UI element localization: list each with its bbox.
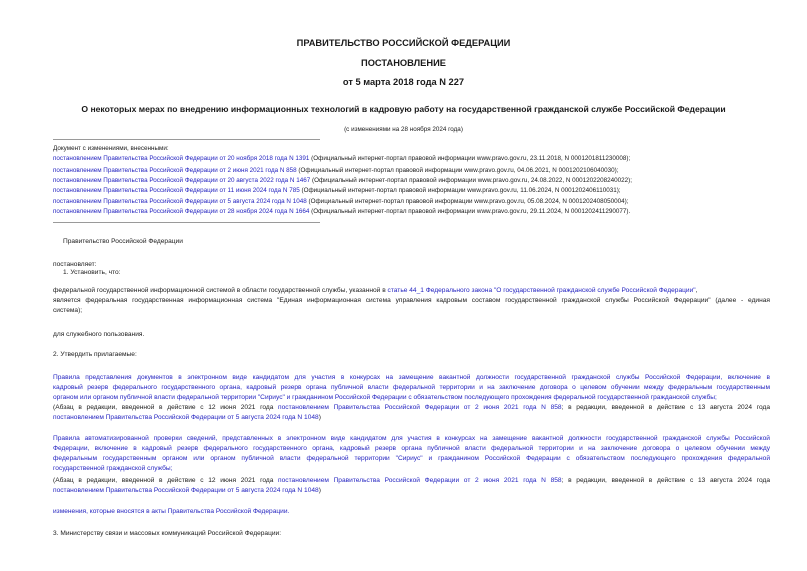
amendment-link[interactable]: постановлением Правительства Российской Федерации от 2 июня 2021 года N 858 [278, 477, 562, 484]
change-link[interactable]: постановлением Правительства Российской Федерации от 5 августа 2024 года N 1048 [53, 198, 307, 205]
item-3: 3. Министерству связи и массовых коммуникаций Российской Федерации: [53, 530, 282, 537]
note-2-line-1: (Абзац в редакции, введенной в действие с 12 июня 2021 года постановлением Правительства Российской Федерации от 2 июня 2021 года N 858; в редакции, введенной в действие с 13 августа 2024 года [53, 477, 770, 484]
amendments-link[interactable]: изменения, которые вносятся в акты Правительства Российской Федерации. [53, 508, 290, 515]
changes-top-divider [53, 139, 320, 140]
amendment-link[interactable]: постановлением Правительства Российской Федерации от 5 августа 2024 года N 1048 [53, 487, 319, 494]
note-1-line-2: постановлением Правительства Российской Федерации от 5 августа 2024 года N 1048) [53, 414, 321, 421]
document-title: О некоторых мерах по внедрению информационных технологий в кадровую работу на государственной гражданской службе Российской Федерации [81, 104, 726, 114]
change-link[interactable]: постановлением Правительства Российской Федерации от 20 августа 2022 года N 1467 [53, 177, 311, 184]
change-link[interactable]: постановлением Правительства Российской Федерации от 11 июня 2024 года N 785 [53, 187, 300, 194]
change-link[interactable]: постановлением Правительства Российской Федерации от 28 ноября 2024 года N 1664 [53, 208, 310, 215]
note-2-line-2: постановлением Правительства Российской Федерации от 5 августа 2024 года N 1048) [53, 487, 321, 494]
rules-2-link-line-3[interactable]: федеральным государственным органом или органом публичной власти федеральной территории "Сириус" и гражданином Российской Федерации с обязательством последующего прохождения федеральной [53, 455, 770, 462]
change-item: постановлением Правительства Российской Федерации от 20 ноября 2018 года N 1391 (Официальный интернет-портал правовой информации www.pravo.gov.ru, 23.11.2018, N 0001201811230008); [53, 155, 631, 162]
change-item: постановлением Правительства Российской Федерации от 20 августа 2022 года N 1467 (Официальный интернет-портал правовой информации www.pravo.gov.ru, 24.08.2022, N 0001202208240022); [53, 177, 633, 184]
fgis-line-2: является федеральная государственная информационная система "Единая информационная система управления кадровым составом государственной гражданской службы Российской Федерации" (далее - единая [53, 297, 770, 304]
rules-2-link-line-1[interactable]: Правила автоматизированной проверки сведений, представленных в электронном виде кандидатом для участия в конкурсах на замещение вакантной должности государственной гражданской службы Российской [53, 435, 770, 442]
official-use: для служебного пользования. [53, 331, 145, 338]
change-item: постановлением Правительства Российской Федерации от 2 июня 2021 года N 858 (Официальный интернет-портал правовой информации www.pravo.gov.ru, 04.06.2021, N 0001202106040030); [53, 167, 619, 174]
change-item: постановлением Правительства Российской Федерации от 28 ноября 2024 года N 1664 (Официальный интернет-портал правовой информации www.pravo.gov.ru, 29.11.2024, N 0001202411290077). [53, 208, 631, 215]
amendment-link[interactable]: постановлением Правительства Российской Федерации от 5 августа 2024 года N 1048 [53, 414, 319, 421]
government-intro: Правительство Российской Федерации [63, 238, 183, 245]
changes-intro: Документ с изменениями, внесенными: [53, 145, 169, 152]
revision-note: (с изменениями на 28 ноября 2024 года) [344, 126, 463, 133]
change-link[interactable]: постановлением Правительства Российской Федерации от 20 ноября 2018 года N 1391 [53, 155, 310, 162]
changes-bottom-divider [53, 222, 320, 223]
document-type: ПОСТАНОВЛЕНИЕ [361, 58, 446, 68]
change-item: постановлением Правительства Российской Федерации от 5 августа 2024 года N 1048 (Официальный интернет-портал правовой информации www.pravo.gov.ru, 05.08.2024, N 0001202408050004); [53, 198, 629, 205]
document-date-number: от 5 марта 2018 года N 227 [342, 77, 465, 87]
item-1: 1. Установить, что: [63, 269, 121, 276]
item-2: 2. Утвердить прилагаемые: [53, 351, 137, 358]
fgis-line-3: система); [53, 307, 83, 314]
fgis-line-1: федеральной государственной информационной системой в области государственной службы, указанной в статье 44_1 Федерального закона "О государственной гражданской службе Российской Федерации", [53, 287, 698, 294]
rules-1-line-3: органом или органом публичной власти федеральной территории "Сириус" и гражданином Российской Федерации с обязательством последующего прохождения федеральной государственной гражданской службы; [53, 394, 717, 401]
rules-1-link-line-1[interactable]: Правила представления документов в электронном виде кандидатом для участия в конкурсах на замещение вакантной должности государственной гражданской службы Российской Федерации, включение в [53, 374, 770, 381]
decree-word: постановляет: [53, 261, 97, 268]
note-1-line-1: (Абзац в редакции, введенной в действие с 12 июня 2021 года постановлением Правительства Российской Федерации от 2 июня 2021 года N 858; в редакции, введенной в действие с 13 августа 2024 года [53, 404, 770, 411]
change-item: постановлением Правительства Российской Федерации от 11 июня 2024 года N 785 (Официальный интернет-портал правовой информации www.pravo.gov.ru, 11.06.2024, N 0001202406110031); [53, 187, 621, 194]
change-link[interactable]: постановлением Правительства Российской Федерации от 2 июня 2021 года N 858 [53, 167, 297, 174]
federal-law-link[interactable]: статье 44_1 Федерального закона "О государственной гражданской службе Российской Федерации" [387, 287, 696, 294]
rules-1-link-line-2[interactable]: кадровый резерв федерального государственного органа, кадровый резерв органа публичной власти федеральной территории и на заключение договора о целевом обучении между федеральным государственным [53, 384, 770, 391]
amendment-link[interactable]: постановлением Правительства Российской Федерации от 2 июня 2021 года N 858 [278, 404, 562, 411]
government-heading: ПРАВИТЕЛЬСТВО РОССИЙСКОЙ ФЕДЕРАЦИИ [296, 38, 511, 48]
rules-2-link-line-4[interactable]: государственной гражданской службы; [53, 465, 173, 472]
rules-2-link-line-2[interactable]: Федерации, включение в кадровый резерв федерального государственного органа, кадровый резерв органа публичной власти федеральной территории и на заключение договора о целевом обучении между [53, 445, 770, 452]
